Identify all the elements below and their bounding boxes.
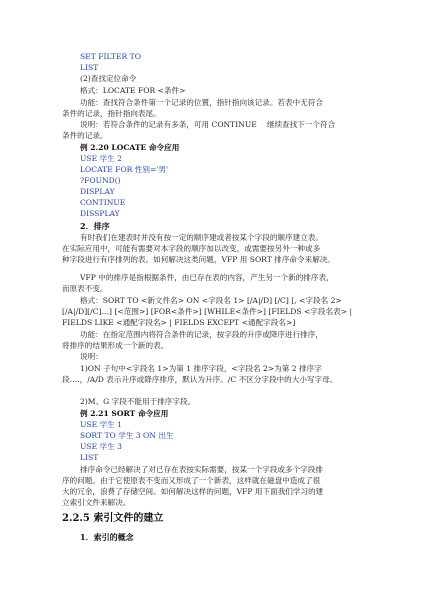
code-line: ?FOUND() — [80, 176, 121, 185]
code-line: SORT TO 学生 3 ON 出生 — [80, 431, 174, 440]
code-line: USE 学生 1 — [80, 420, 122, 429]
example-title: 例 2.20 LOCATE 命令应用 — [80, 143, 180, 152]
paragraph-line: 大的冗余，浪费了存储空间。如何解决这样的问题，VFP 用下面我们学习的建 — [62, 487, 324, 496]
format-line: [/A|/D][/C]…] [<范围>] [FOR<条件>] [WHILE<条件>] [FIELDS <字段名表> | — [62, 307, 353, 316]
paragraph-line: 将排序的结果形成一个新的表。 — [62, 341, 169, 350]
section-heading: 2.2.5 索引文件的建立 — [62, 513, 164, 524]
example-title: 例 2.21 SORT 命令应用 — [80, 409, 169, 418]
subsection-heading: 1．索引的概念 — [80, 532, 134, 542]
paragraph-line: 功能：查找符合条件第一个记录的位置，指针指向该记录。若表中无符合 — [80, 98, 323, 107]
code-line: LIST — [80, 63, 99, 72]
code-line: DISSPLAY — [80, 209, 120, 218]
subheading: (2)查找定位命令 — [80, 74, 137, 83]
paragraph-line: 条件的记录。 — [62, 131, 108, 140]
paragraph-line: 说明：若符合条件的记录有多条，可用 CONTINUE 继续查找下一个符合 — [80, 120, 336, 129]
paragraph-line: 排序命令已经解决了对已存在表按实际需要，按某一个字段或多个字段排 — [80, 465, 323, 474]
paragraph-line: 1)ON 子句中<字段名 1>为第 1 排序字段，<字段名 2>为第 2 排序字 — [80, 364, 322, 373]
code-line: SET FILTER TO — [80, 52, 141, 61]
paragraph-line: 种字段进行有序排列的表。如何解决这类问题，VFP 用 SORT 排序命令来解决。 — [62, 255, 335, 264]
format-line: 格式：LOCATE FOR <条件> — [80, 86, 186, 95]
paragraph-line: 功能：在指定范围内将符合条件的记录，按字段的升序或降序进行排序， — [80, 330, 323, 339]
format-line: 格式：SORT TO <新文件名> ON <字段名 1> [/A|/D] [/C] [, <字段名 2> — [80, 296, 342, 305]
code-line: USE 学生 2 — [80, 154, 122, 163]
section-heading: 2．排序 — [80, 221, 110, 231]
paragraph-line: 条件的记录，指针指向表尾。 — [62, 109, 161, 118]
paragraph-line: 说明： — [80, 352, 103, 361]
code-line: CONTINUE — [80, 198, 126, 207]
code-line: LOCATE FOR 性别='男' — [80, 165, 169, 174]
paragraph-line: 有时我们在建表时并没有按一定的顺序建或者按某个字段的顺序建立表。 — [80, 233, 323, 242]
code-line: USE 学生 3 — [80, 442, 122, 451]
paragraph-line: 段….，/A/D 表示升序或降序排序，默认为升序。/C 不区分字段中的大小写字母。 — [62, 375, 338, 384]
paragraph-line: 在实际应用中，可能有需要对本字段的顺序加以改变，或需要按另外一种或多 — [62, 244, 321, 253]
code-line: DISPLAY — [80, 187, 115, 196]
format-line: FIELDS LIKE <通配字段名> | FIELDS EXCEPT <通配字段名>] — [62, 318, 296, 327]
paragraph-line: 立索引文件来解决。 — [62, 498, 131, 507]
paragraph-line: VFP 中的排序是指根据条件，由已存在表的内容，产生另一个新的排序表， — [80, 273, 334, 282]
code-line: LIST — [80, 453, 99, 462]
paragraph-line: 而原表不变。 — [62, 284, 108, 293]
paragraph-line: 2)M、G 字段不能用于排序字段。 — [80, 397, 196, 406]
paragraph-line: 序的问题。由于它使原表不变而又形成了一个新表，这样就在磁盘中造成了很 — [62, 476, 321, 485]
